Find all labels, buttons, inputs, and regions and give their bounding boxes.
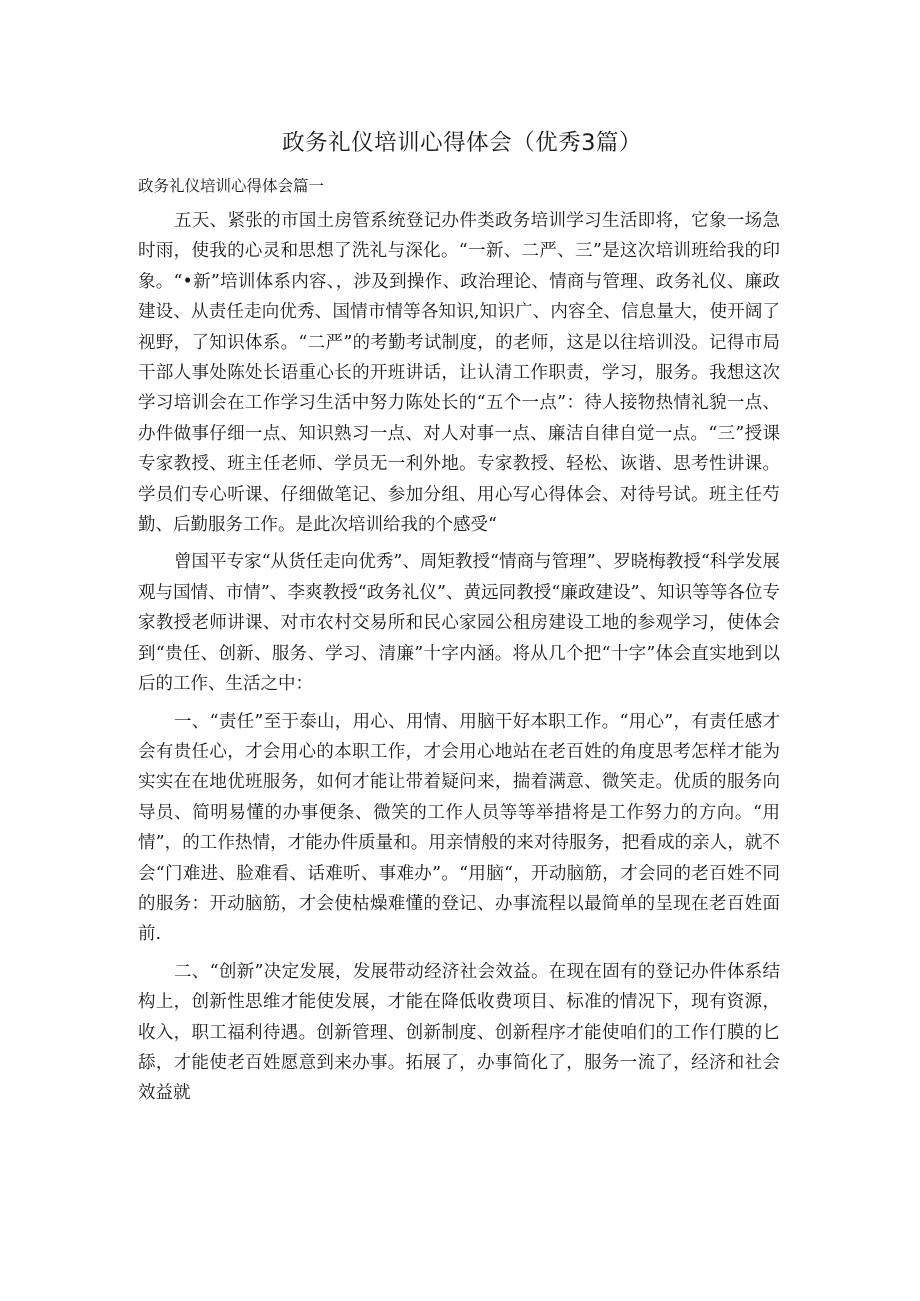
paragraph-1: 五天、紧张的市国土房管系统登记办件类政务培训学习生活即将，它象一场急时雨，使我的心灵和思想了洗礼与深化。“一新、二严、三”是这次培训班给我的印象。“•新”培训体系内容、，涉及到操作、政治理论、情商与管理、政务礼仪、廉政建设、从责任走向优秀、国情市情等各知识,知识广、内容全、信息量大，使开阔了视野，了知识体系。“二严”的考勤考试制度，的老师，这是以往培训没。记得市局干部人事处陈处长语重心长的开班讲话，让认清工作职责，学习，服务。我想这次学习培训会在工作学习生活中努力陈处长的“五个一点”：待人接物热情礼貌一点、办件做事仔细一点、知识熟习一点、对人对事一点、廉洁自律自觉一点。“三”授课专家教授、班主任老师、学员无一利外地。专家教授、轻松、诙谐、思考性讲课。学员们专心听课、仔细做笔记、参加分组、用心写心得体会、对待号试。班主任芍勤、后勤服务工作。是此次培训给我的个感受“ [138,211,780,536]
section-heading: 政务礼仪培训心得体会篇一 [138,177,325,195]
paragraph-4: 二、“创新”决定发展，发展带动经济社会效益。在现在固有的登记办件体系结构上，创新性思维才能使发展，才能在降低收费项目、标准的情况下，现有资源，收入，职工福利待遇。创新管理、创新制度、创新程序才能使咱们的工作仃膜的匕舔，才能使老百姓愿意到来办事。拓展了，办事简化了，服务一流了，经济和社会效益就 [138,961,780,1104]
paragraph-3: 一、“责任”至于泰山，用心、用情、用脑干好本职工作。“用心”，有责任感才会有贵任心，才会用心的本职工作，才会用心地站在老百姓的角度思考怎样才能为实实在在地优班服务，如何才能让带着疑问来，揣着满意、微笑走。优质的服务向导员、简明易懂的办事便条、微笑的工作人员等等举措将是工作努力的方向。“用情”，的工作热情，才能办件质量和。用亲情般的来对待服务，把看成的亲人，就不会“门难进、脸难看、话难听、事难办”。“用脑“，开动脑筋，才会同的老百姓不同的服务：开动脑筋，才会使枯燥难懂的登记、办事流程以最简单的呈现在老百姓面前. [138,711,780,945]
document-body [138,206,780,1109]
document-title: 政务礼仪培训心得体会（优秀3篇） [282,130,642,156]
paragraph-2: 曾国平专家“从货任走向优秀”、周矩教授“情商与管理”、罗晓梅教授“科学发展观与国情、市情”、李爽教授“政务礼仪”、黄远同教授“廉政建设”、知识等等各位专家教授老师讲课、对市农村交易所和民心家园公租房建设工地的参观学习，使体会到“贵任、创新、服务、学习、清廉”十字内涵。将从几个把“十字”体会直实地到以后的工作、生活之中： [138,552,780,695]
